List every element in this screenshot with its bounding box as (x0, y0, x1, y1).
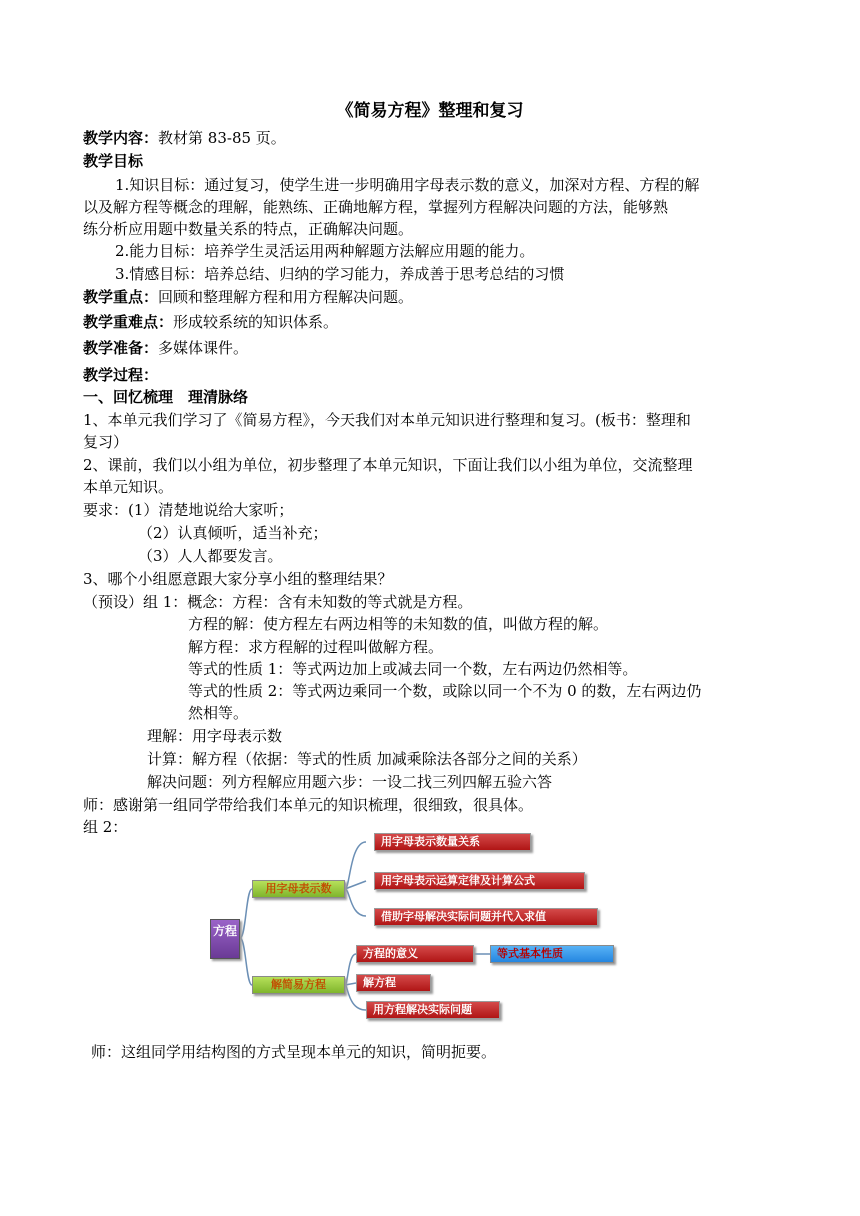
diagram-node-equation-meaning: 方程的意义 (356, 945, 474, 963)
para-1-line-2: 复习） (83, 433, 129, 451)
diagram-node-substitution: 借助字母解决实际问题并代入求值 (374, 908, 598, 926)
process-heading: 教学过程： (83, 366, 159, 384)
group-1-problem: 解决问题：列方程解应用题六步：一设二找三列四解五验六答 (147, 773, 553, 791)
group-1-calculate: 计算：解方程（依据：等式的性质 加减乘除法各部分之间的关系） (147, 750, 587, 768)
teacher-remark-1: 师：感谢第一组同学带给我们本单元的知识梳理，很细致，很具体。 (83, 796, 534, 814)
para-2-line-2: 本单元知识。 (83, 478, 174, 496)
goal-2: 2.能力目标：培养学生灵活运用两种解题方法解应用题的能力。 (115, 242, 535, 260)
group-1-solution: 方程的解：使方程左右两边相等的未知数的值，叫做方程的解。 (188, 615, 609, 633)
teacher-remark-2: 师：这组同学用结构图的方式呈现本单元的知识，简明扼要。 (91, 1043, 497, 1061)
requirement-1: 要求：(1）清楚地说给大家听； (83, 501, 294, 519)
goal-1-line-1: 1.知识目标：通过复习，使学生进一步明确用字母表示数的意义，加深对方程、方程的解 (115, 176, 700, 194)
para-1-line-1: 1、本单元我们学习了《简易方程》，今天我们对本单元知识进行整理和复习。(板书：整理和 (83, 411, 691, 429)
group-1-concept: （预设）组 1：概念：方程：含有未知数的等式就是方程。 (83, 593, 473, 611)
goal-1-line-3: 练分析应用题中数量关系的特点，正确解决问题。 (83, 220, 414, 238)
diagram-node-equality-property: 等式基本性质 (490, 945, 614, 963)
group-2-label: 组 2： (83, 818, 128, 836)
group-1-property-2-line-2: 然相等。 (188, 704, 249, 722)
diagram-branch-letters: 用字母表示数 (252, 880, 345, 898)
diagram-branch-equations: 解简易方程 (252, 976, 345, 994)
goal-3: 3.情感目标：培养总结、归纳的学习能力，养成善于思考总结的习惯 (115, 265, 565, 283)
difficult-points-text: 形成较系统的知识体系。 (173, 313, 339, 331)
section-1-heading: 一、回忆梳理 理清脉络 (83, 388, 249, 406)
diagram-node-formulas: 用字母表示运算定律及计算公式 (374, 872, 585, 890)
difficult-points-label: 教学重难点： (83, 313, 174, 331)
requirement-2: （2）认真倾听，适当补充； (138, 524, 328, 542)
group-1-solve: 解方程：求方程解的过程叫做解方程。 (188, 638, 444, 656)
group-1-property-1: 等式的性质 1：等式两边加上或减去同一个数，左右两边仍然相等。 (188, 660, 638, 678)
requirement-3: （3）人人都要发言。 (138, 547, 283, 565)
key-points-text: 回顾和整理解方程和用方程解决问题。 (158, 288, 414, 306)
key-points-label: 教学重点： (83, 288, 159, 306)
content-label: 教学内容： (83, 129, 159, 147)
diagram-root-equation: 方程 (210, 919, 240, 959)
preparation-text: 多媒体课件。 (158, 339, 249, 357)
content-text: 教材第 83-85 页。 (158, 129, 286, 147)
group-1-understand: 理解：用字母表示数 (147, 727, 283, 745)
diagram-node-quantity-relation: 用字母表示数量关系 (374, 833, 531, 851)
goal-1-line-2: 以及解方程等概念的理解，能熟练、正确地解方程，掌握列方程解决问题的方法，能够熟 (83, 198, 669, 216)
page-title: 《简易方程》整理和复习 (336, 101, 524, 121)
diagram-node-real-problems: 用方程解决实际问题 (366, 1001, 500, 1019)
para-3: 3、哪个小组愿意跟大家分享小组的整理结果？ (83, 570, 393, 588)
group-1-property-2-line-1: 等式的性质 2：等式两边乘同一个数，或除以同一个不为 0 的数，左右两边仍 (188, 682, 702, 700)
diagram-node-solve-equation: 解方程 (356, 974, 431, 992)
preparation-label: 教学准备： (83, 339, 159, 357)
para-2-line-1: 2、课前，我们以小组为单位，初步整理了本单元知识，下面让我们以小组为单位，交流整理 (83, 456, 693, 474)
goals-heading: 教学目标 (83, 152, 144, 170)
